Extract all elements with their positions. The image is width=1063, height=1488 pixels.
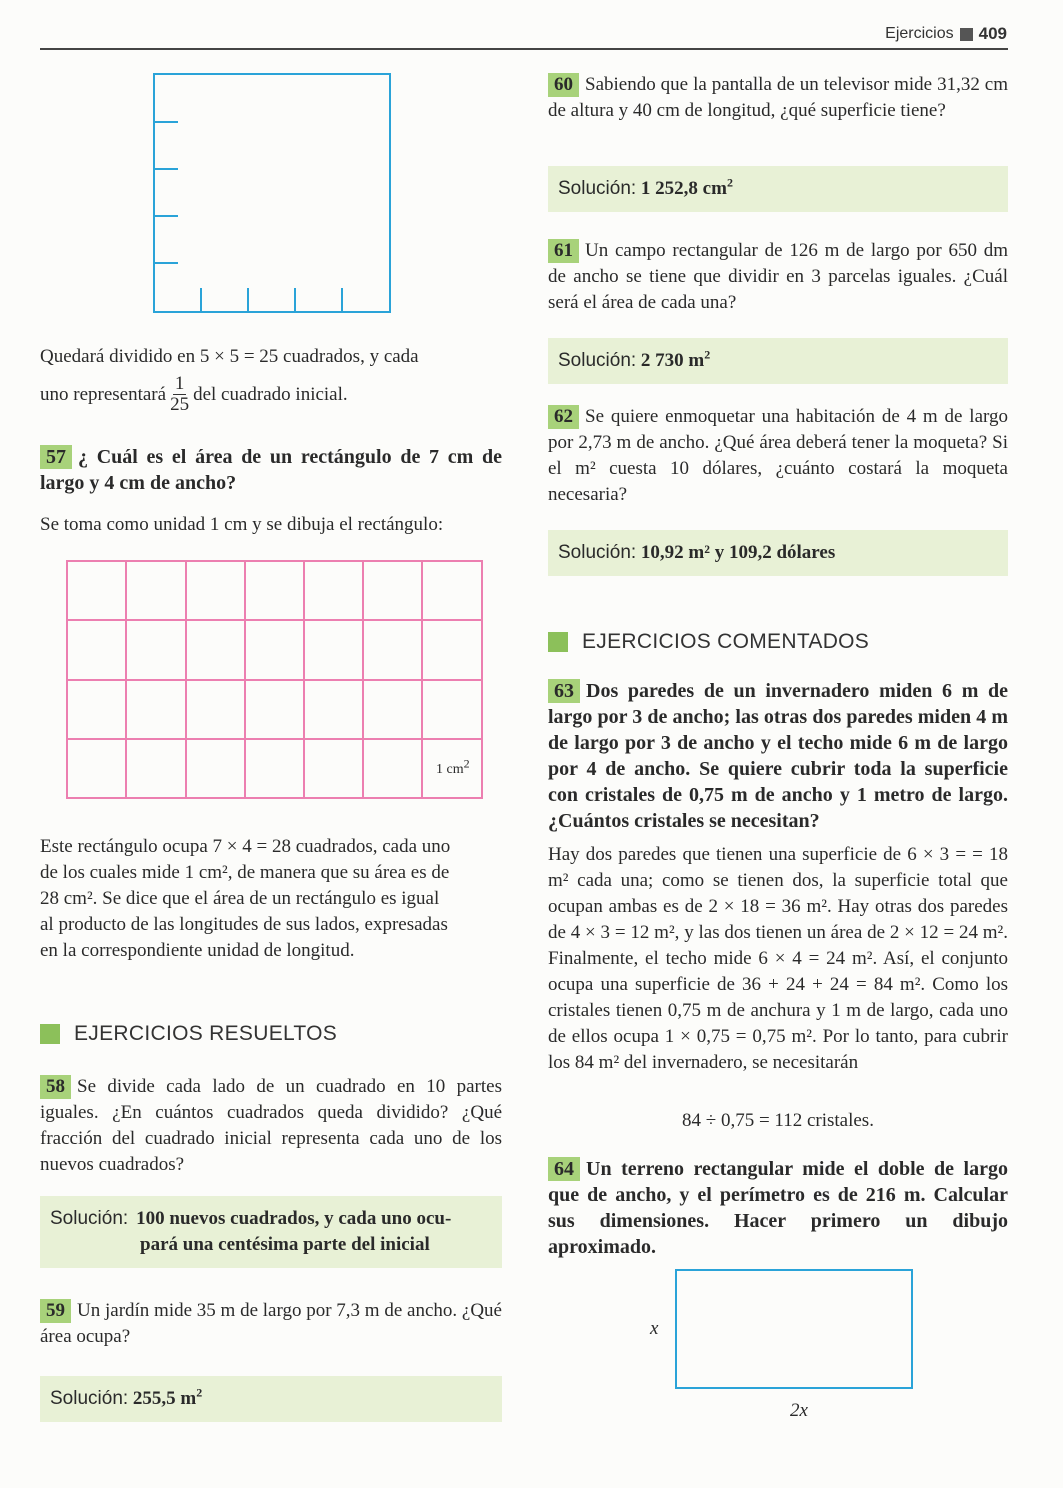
fraction-1-25: $\frac{1}{25}$ (170, 373, 190, 415)
q61-text: 61 Un campo rectangular de 126 m de largo por 650 dm de ancho se tiene que dividir en 3 parcelas iguales. ¿Cuál será el área de cada una? (548, 240, 1008, 313)
section-square-icon (548, 632, 568, 652)
q63-explanation: Hay dos paredes que tienen una superficie de 6 × 3 = = 18 m² cada una; como se tienen dos, la superficie total que ocupan ambas es de 2 × 18 = 36 m². Hay otras dos paredes de 4 × 3 = 12 m², y las dos tienen un área de 2 × 12 = 24 m². Finalmente, el techo mide 6 × 4 = 24 m². Así, el conjunto ocupa una superficie de 36 + 24 + 24 = 84 m². Como los cristales tienen 0,75 m de anchura y 1 m de largo, cada uno de ellos ocupa 1 × 0,75 = 0,75 m². Por lo tanto, para cubrir los 84 m² del invernadero, se necesitarán (548, 844, 1008, 1073)
q61-solution-label: Solución: (558, 350, 637, 371)
intro-line-2-post: del cuadrado inicial. (193, 383, 348, 405)
page-number: 409 (978, 24, 1007, 43)
q60-text: 60 Sabiendo que la pantalla de un televisor mide 31,32 cm de altura y 40 cm de longitud, ¿qué superficie tiene? (548, 74, 1008, 121)
q58-solution: Solución: 100 nuevos cuadrados, y cada uno ocu- pará una centésima parte del inicial (40, 1196, 502, 1268)
section-ejercicios-comentados: EJERCICIOS COMENTADOS (548, 630, 869, 654)
q64-title: 64 Un terreno rectangular mide el doble de largo que de ancho, y el perímetro es de 216 m. Calcular sus dimensiones. Hacer primero un dibujo aproximado. (548, 1158, 1008, 1258)
q60-solution-label: Solución: (558, 178, 637, 199)
q64-number: 64 (548, 1157, 580, 1181)
intro-line-1: Quedará dividido en 5 × 5 = 25 cuadrados, y cada (40, 346, 419, 367)
section-ejercicios-resueltos: EJERCICIOS RESUELTOS (40, 1022, 337, 1046)
figure-bottom-label: 2x (790, 1400, 808, 1421)
q61-number: 61 (548, 239, 579, 263)
q59-number: 59 (40, 1299, 71, 1323)
q57-explain-line: en la correspondiente unidad de longitud. (40, 940, 355, 961)
q62-solution-label: Solución: (558, 542, 637, 563)
q57-lead: Se toma como unidad 1 cm y se dibuja el rectángulo: (40, 514, 444, 535)
q61-solution: Solución: 2 730 $m^2$ (548, 338, 1008, 384)
header-rule (40, 48, 1008, 50)
q63-result: 84 ÷ 0,75 = 112 cristales. (682, 1110, 874, 1131)
q57-title: 57 ¿ Cuál es el área de un rectángulo de 7 cm de largo y 4 cm de ancho? (40, 446, 502, 494)
q59-solution-label: Solución: (50, 1388, 129, 1409)
q63-number: 63 (548, 679, 580, 703)
q57-number: 57 (40, 445, 72, 469)
q62-text: 62 Se quiere enmoquetar una habitación de 4 m de largo por 2,73 m de ancho. ¿Qué área deberá tener la moqueta? Si el m² cuesta 10 dólares, ¿cuánto costará la moqueta necesaria? (548, 406, 1008, 505)
section-square-icon (40, 1024, 60, 1044)
intro-line-2-pre: uno representará (40, 383, 167, 405)
q62-solution: Solución: 10,92 m² y 109,2 dólares (548, 530, 1008, 576)
q57-explanation (40, 834, 502, 964)
q60-number: 60 (548, 73, 579, 97)
header-square-icon (960, 28, 973, 41)
q60-solution: Solución: 1 252,8 $cm^2$ (548, 166, 1008, 212)
figure-side-label: x (650, 1318, 659, 1339)
q57-explain-line: 28 cm². Se dice que el área de un rectángulo es igual (40, 888, 440, 909)
divided-square-figure (150, 72, 394, 316)
intro-text (40, 344, 502, 415)
rectangle-figure (674, 1268, 918, 1394)
q58-text: 58 Se divide cada lado de un cuadrado en 10 partes iguales. ¿En cuántos cuadrados queda dividido? ¿Qué fracción del cuadrado inicial representa cada uno de los nuevos cuadrados? (40, 1076, 502, 1175)
q63-title: 63 Dos paredes de un invernadero miden 6 m de largo por 3 de ancho; las otras dos paredes miden 4 m de largo por 3 de ancho y el techo mide 6 m de largo por 4 de ancho. Se quiere cubrir toda la superficie con cristales de 0,75 m de ancho y 1 metro de largo. ¿Cuántos cristales se necesitan? (548, 680, 1008, 832)
grid-unit-label: 1 $cm^2$ (436, 756, 470, 777)
q57-explain-line: Este rectángulo ocupa 7 × 4 = 28 cuadrados, cada uno (40, 836, 451, 857)
q59-solution: Solución: 255,5 $m^2$ (40, 1376, 502, 1422)
q59-text: 59 Un jardín mide 35 m de largo por 7,3 m de ancho. ¿Qué área ocupa? (40, 1300, 502, 1347)
q58-solution-label: Solución: (50, 1208, 129, 1229)
pink-grid-figure (66, 560, 486, 802)
q62-number: 62 (548, 405, 579, 429)
running-header (885, 24, 1007, 44)
q57-explain-line: de los cuales mide 1 cm², de manera que su área es de (40, 862, 450, 883)
q58-number: 58 (40, 1075, 71, 1099)
q57-explain-line: al producto de las longitudes de sus lados, expresadas (40, 914, 448, 935)
header-section: Ejercicios (885, 25, 954, 42)
